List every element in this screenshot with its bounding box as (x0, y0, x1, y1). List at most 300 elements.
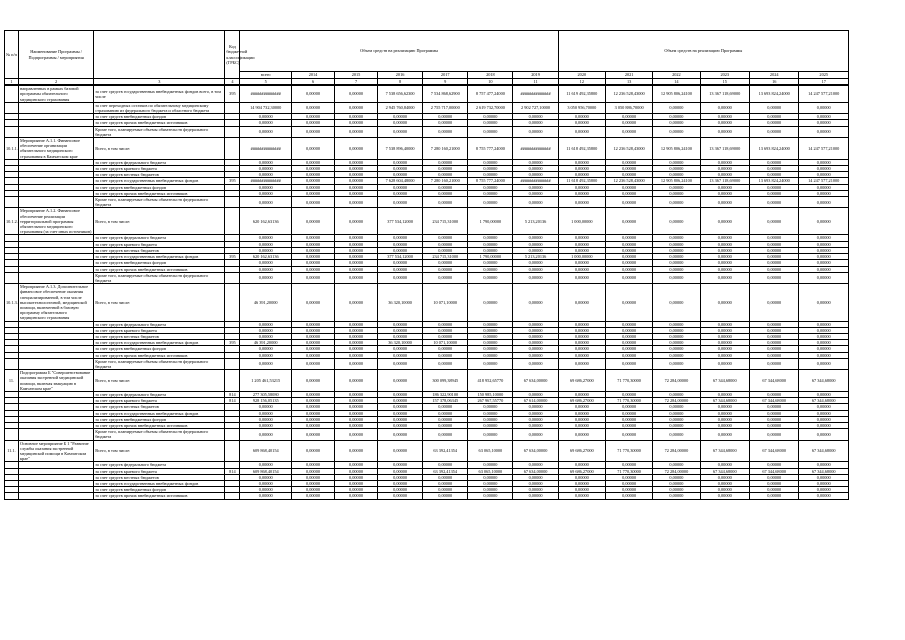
row-value-cell: 0,00000 (292, 86, 335, 103)
row-num-cell: 10.1.3. (5, 284, 19, 321)
row-value-cell: 0,00000 (378, 410, 423, 416)
row-value-cell: 0,00000 (799, 272, 849, 283)
row-value-cell: 0,00000 (513, 272, 558, 283)
row-value-cell: 1 000,00000 (558, 208, 605, 235)
row-value-cell: 67 634,00000 (513, 370, 558, 392)
row-value-cell: 620 162,63136 (240, 208, 292, 235)
row-value-cell: 377 534,12000 (378, 208, 423, 235)
row-value-cell: 67 634,00000 (513, 440, 558, 462)
row-value-cell: 0,00000 (292, 114, 335, 120)
row-value-cell: 0,00000 (605, 114, 652, 120)
row-value-cell: 0,00000 (335, 346, 378, 352)
row-value-cell: 0,00000 (513, 184, 558, 190)
row-value-cell: 0,00000 (335, 422, 378, 428)
row-value-cell: 0,00000 (605, 462, 652, 468)
row-value-cell: 0,00000 (653, 254, 700, 260)
row-value-cell: 609 868,40154 (240, 468, 292, 474)
row-value-cell: 0,00000 (423, 120, 468, 126)
row-value-cell: 0,00000 (335, 493, 378, 499)
row-value-cell: 0,00000 (750, 474, 799, 480)
row-value-cell: 0,00000 (513, 327, 558, 333)
row-value-cell: 0,00000 (700, 352, 749, 358)
row-value-cell: 0,00000 (605, 284, 652, 321)
row-value-cell: 0,00000 (653, 235, 700, 241)
row-value-cell: 0,00000 (335, 358, 378, 369)
row-value-cell: 0,00000 (335, 468, 378, 474)
row-value-cell: 7 280 160,21000 (423, 138, 468, 160)
row-value-cell: 0,00000 (335, 184, 378, 190)
row-value-cell: 0,00000 (700, 190, 749, 196)
row-value-cell: 0,00000 (799, 391, 849, 397)
row-value-cell: 0,00000 (558, 241, 605, 247)
row-value-cell: 0,00000 (750, 166, 799, 172)
row-value-cell: 67 344,68000 (700, 440, 749, 462)
row-value-cell: 0,00000 (468, 120, 513, 126)
row-value-cell: 0,00000 (423, 197, 468, 208)
row-value-cell: 0,00000 (292, 254, 335, 260)
row-value-cell: 0,00000 (750, 284, 799, 321)
row-value-cell: 0,00000 (750, 208, 799, 235)
row-value-cell: 0,00000 (513, 172, 558, 178)
row-value-cell: 0,00000 (513, 493, 558, 499)
row-kbk-cell (225, 126, 240, 137)
row-value-cell: 0,00000 (605, 172, 652, 178)
row-value-cell: 0,00000 (378, 333, 423, 339)
row-kbk-cell (225, 102, 240, 113)
row-value-cell: 0,00000 (558, 120, 605, 126)
row-value-cell: 0,00000 (750, 120, 799, 126)
row-value-cell: 0,00000 (423, 429, 468, 440)
row-value-cell: 63 065,10000 (468, 440, 513, 462)
row-value-cell: 0,00000 (558, 272, 605, 283)
row-value-cell: 71 770,30000 (605, 440, 652, 462)
row-value-cell: 0,00000 (335, 404, 378, 410)
row-value-cell: 0,00000 (799, 352, 849, 358)
row-value-cell: 0,00000 (558, 247, 605, 253)
row-value-cell: 0,00000 (799, 321, 849, 327)
table-row (5, 284, 849, 321)
row-value-cell: 0,00000 (605, 358, 652, 369)
row-value-cell: 0,00000 (558, 340, 605, 346)
row-value-cell: 7 280 160,21000 (423, 178, 468, 184)
row-value-cell: 150 985,10000 (468, 391, 513, 397)
header-group-2: Объем средств на реализацию Программы (558, 31, 848, 72)
row-value-cell: 0,00000 (750, 429, 799, 440)
row-value-cell: 0,00000 (653, 190, 700, 196)
header-index-cell: 12 (558, 79, 605, 85)
row-value-cell: 0,00000 (468, 487, 513, 493)
row-value-cell: 0,00000 (605, 410, 652, 416)
row-value-cell: 72 284,00000 (653, 398, 700, 404)
row-value-cell: 0,00000 (605, 340, 652, 346)
row-value-cell: 0,00000 (335, 114, 378, 120)
row-value-cell: 0,00000 (653, 487, 700, 493)
row-value-cell: 0,00000 (513, 266, 558, 272)
row-value-cell: 0,00000 (799, 266, 849, 272)
row-value-cell: 0,00000 (335, 159, 378, 165)
row-name-cell: Мероприятие А.1.2. Финансовое обеспечение реализации территориальной программы обязательного медицинского страхования (за счет иных источников) (18, 208, 93, 235)
row-value-cell: ############## (240, 178, 292, 184)
row-value-cell: 0,00000 (468, 190, 513, 196)
row-kbk-cell: 814 (225, 391, 240, 397)
row-source-cell: за счет средств федерального бюджета (94, 462, 225, 468)
header-index-cell: 2 (18, 79, 93, 85)
row-kbk-cell: 395 (225, 340, 240, 346)
row-value-cell: 0,00000 (240, 241, 292, 247)
row-value-cell: 0,00000 (292, 138, 335, 160)
row-value-cell: 0,00000 (240, 126, 292, 137)
row-value-cell: 0,00000 (799, 493, 849, 499)
row-value-cell: 0,00000 (378, 416, 423, 422)
row-kbk-cell (225, 284, 240, 321)
row-value-cell: 0,00000 (335, 429, 378, 440)
row-value-cell: 0,00000 (750, 352, 799, 358)
row-value-cell: 0,00000 (799, 184, 849, 190)
header-index-cell: 17 (799, 79, 849, 85)
row-value-cell: 186 322,90100 (423, 391, 468, 397)
row-value-cell: 0,00000 (423, 172, 468, 178)
row-value-cell: 0,00000 (653, 120, 700, 126)
header-year: 2020 (558, 72, 605, 79)
row-value-cell: 0,00000 (750, 247, 799, 253)
row-value-cell: 12 905 806,24100 (653, 178, 700, 184)
row-value-cell: 0,00000 (292, 197, 335, 208)
table-row (5, 370, 849, 392)
row-value-cell: 0,00000 (335, 487, 378, 493)
row-value-cell: 0,00000 (700, 358, 749, 369)
row-value-cell: 0,00000 (700, 241, 749, 247)
row-source-cell: Кроме того, планируемые объемы обязательств федерального бюджета (94, 358, 225, 369)
row-value-cell: 0,00000 (423, 422, 468, 428)
row-value-cell: 0,00000 (240, 352, 292, 358)
row-value-cell: 0,00000 (423, 416, 468, 422)
row-value-cell: 0,00000 (292, 272, 335, 283)
row-kbk-cell: 395 (225, 178, 240, 184)
row-value-cell: 0,00000 (558, 327, 605, 333)
row-value-cell: 0,00000 (468, 333, 513, 339)
row-value-cell: 0,00000 (700, 284, 749, 321)
row-value-cell: 0,00000 (468, 260, 513, 266)
row-value-cell: 0,00000 (653, 272, 700, 283)
row-value-cell: 0,00000 (700, 166, 749, 172)
row-value-cell: 0,00000 (423, 159, 468, 165)
row-value-cell: 0,00000 (335, 266, 378, 272)
header-index-cell: 8 (378, 79, 423, 85)
row-value-cell: 0,00000 (799, 481, 849, 487)
row-value-cell: 0,00000 (605, 474, 652, 480)
row-value-cell: 0,00000 (700, 120, 749, 126)
row-value-cell: 267 967,55770 (468, 398, 513, 404)
row-source-cell: за счет средств местных бюджетов (94, 172, 225, 178)
row-value-cell: ############## (513, 86, 558, 103)
row-value-cell: 0,00000 (378, 481, 423, 487)
row-value-cell: 0,00000 (468, 352, 513, 358)
row-value-cell: 0,00000 (653, 327, 700, 333)
row-value-cell: 0,00000 (513, 352, 558, 358)
row-value-cell: 0,00000 (750, 197, 799, 208)
row-value-cell: 0,00000 (240, 272, 292, 283)
row-value-cell: 0,00000 (335, 166, 378, 172)
row-value-cell: 0,00000 (605, 487, 652, 493)
row-source-cell: за счет средств внебюджетных фондов (94, 346, 225, 352)
row-value-cell: 0,00000 (423, 487, 468, 493)
row-value-cell: 0,00000 (513, 333, 558, 339)
row-value-cell: 0,00000 (799, 429, 849, 440)
row-value-cell: 157 378,06345 (423, 398, 468, 404)
row-value-cell: 0,00000 (240, 159, 292, 165)
header-index-cell: 16 (750, 79, 799, 85)
row-value-cell: 0,00000 (750, 410, 799, 416)
row-value-cell: 0,00000 (240, 321, 292, 327)
row-value-cell: 0,00000 (605, 481, 652, 487)
row-source-cell: за счет средств внебюджетных фондов (94, 487, 225, 493)
row-value-cell: 0,00000 (513, 474, 558, 480)
row-value-cell: 0,00000 (799, 404, 849, 410)
row-value-cell: 67 344,68000 (750, 440, 799, 462)
row-value-cell: 63 392,41354 (423, 468, 468, 474)
row-value-cell: 0,00000 (513, 260, 558, 266)
header-index-cell: 3 (94, 79, 225, 85)
row-value-cell: 0,00000 (292, 321, 335, 327)
row-value-cell: 0,00000 (292, 235, 335, 241)
row-value-cell: 0,00000 (513, 120, 558, 126)
row-value-cell: 0,00000 (750, 159, 799, 165)
row-value-cell: 0,00000 (335, 120, 378, 126)
row-value-cell: 0,00000 (292, 266, 335, 272)
row-value-cell: 0,00000 (653, 391, 700, 397)
table-row (5, 493, 849, 499)
row-value-cell: 0,00000 (292, 208, 335, 235)
row-source-cell: Кроме того, планируемые объемы обязательств федерального бюджета (94, 197, 225, 208)
row-value-cell: 0,00000 (558, 422, 605, 428)
row-value-cell: 1 790,00000 (468, 208, 513, 235)
row-value-cell: 300 099,38945 (423, 370, 468, 392)
row-value-cell: 0,00000 (653, 184, 700, 190)
row-value-cell: 0,00000 (335, 462, 378, 468)
row-value-cell: 0,00000 (799, 462, 849, 468)
row-value-cell: 0,00000 (700, 391, 749, 397)
row-value-cell: 0,00000 (335, 340, 378, 346)
row-value-cell: 0,00000 (423, 166, 468, 172)
row-value-cell: 0,00000 (292, 190, 335, 196)
row-value-cell: 0,00000 (605, 184, 652, 190)
row-value-cell: 0,00000 (700, 487, 749, 493)
row-value-cell: 0,00000 (423, 493, 468, 499)
row-value-cell: 0,00000 (750, 333, 799, 339)
row-value-cell: 0,00000 (513, 422, 558, 428)
row-source-cell: за счет средств местных бюджетов (94, 404, 225, 410)
row-value-cell: 0,00000 (423, 404, 468, 410)
row-value-cell: 0,00000 (378, 260, 423, 266)
header-index-cell: 1 (5, 79, 19, 85)
row-value-cell: 0,00000 (468, 159, 513, 165)
row-value-cell: 0,00000 (468, 284, 513, 321)
row-value-cell: 2 902 727,10000 (513, 102, 558, 113)
row-value-cell: 46 391,20000 (240, 340, 292, 346)
row-value-cell: 0,00000 (700, 272, 749, 283)
row-name-cell: Мероприятие А.1.1. Финансовое обеспечение организации обязательного медицинского страхования в Камчатском крае (18, 138, 93, 160)
row-value-cell: 0,00000 (378, 272, 423, 283)
row-name-cell (18, 429, 93, 440)
row-value-cell: 0,00000 (513, 462, 558, 468)
row-value-cell: 0,00000 (378, 197, 423, 208)
row-value-cell: 0,00000 (240, 493, 292, 499)
header-year: 2019 (513, 72, 558, 79)
row-value-cell: 5 213,20136 (513, 254, 558, 260)
row-value-cell: 0,00000 (558, 190, 605, 196)
row-value-cell: 72 284,00000 (653, 440, 700, 462)
row-value-cell: 0,00000 (750, 321, 799, 327)
row-value-cell: 0,00000 (700, 416, 749, 422)
row-value-cell: 0,00000 (700, 321, 749, 327)
header-year: 2025 (799, 72, 849, 79)
row-value-cell: 0,00000 (750, 272, 799, 283)
row-value-cell: 0,00000 (799, 422, 849, 428)
row-source-cell: за счет средств внебюджетных фондов (94, 260, 225, 266)
row-value-cell: 0,00000 (423, 333, 468, 339)
row-value-cell: 0,00000 (423, 327, 468, 333)
row-value-cell: 0,00000 (653, 197, 700, 208)
row-value-cell: 0,00000 (335, 284, 378, 321)
row-value-cell: 0,00000 (292, 468, 335, 474)
row-kbk-cell (225, 358, 240, 369)
row-value-cell: 0,00000 (378, 404, 423, 410)
row-value-cell: 0,00000 (513, 346, 558, 352)
row-value-cell: 0,00000 (700, 126, 749, 137)
row-value-cell: 0,00000 (700, 422, 749, 428)
row-value-cell: 0,00000 (292, 102, 335, 113)
row-value-cell: 0,00000 (335, 410, 378, 416)
row-kbk-cell: 814 (225, 398, 240, 404)
row-value-cell: 0,00000 (292, 120, 335, 126)
row-value-cell: 0,00000 (653, 358, 700, 369)
row-value-cell: 13 693 824,24000 (750, 138, 799, 160)
row-value-cell: 0,00000 (468, 184, 513, 190)
row-source-cell: за счет средств государственных внебюджетных фондов всего, в том числе (94, 86, 225, 103)
row-value-cell: 0,00000 (423, 321, 468, 327)
row-value-cell: 0,00000 (750, 260, 799, 266)
row-value-cell: 0,00000 (700, 346, 749, 352)
row-value-cell: 3 050 956,70000 (558, 102, 605, 113)
row-value-cell: 2 945 760,84000 (378, 102, 423, 113)
row-value-cell: 0,00000 (423, 190, 468, 196)
row-source-cell: за счет средств краевого бюджета (94, 468, 225, 474)
row-value-cell: 0,00000 (513, 166, 558, 172)
row-value-cell: 0,00000 (799, 410, 849, 416)
row-value-cell: 0,00000 (653, 321, 700, 327)
row-value-cell: 0,00000 (423, 266, 468, 272)
row-value-cell: 10 071,10000 (423, 340, 468, 346)
row-value-cell: 0,00000 (799, 333, 849, 339)
row-value-cell: 0,00000 (700, 235, 749, 241)
row-value-cell: 0,00000 (558, 346, 605, 352)
row-value-cell: 0,00000 (292, 398, 335, 404)
row-value-cell: 0,00000 (292, 370, 335, 392)
row-value-cell: 0,00000 (653, 429, 700, 440)
row-value-cell: 0,00000 (378, 241, 423, 247)
header-index-cell: 5 (240, 79, 292, 85)
row-value-cell: 0,00000 (799, 247, 849, 253)
row-value-cell: 0,00000 (558, 462, 605, 468)
row-source-cell: за счет средств государственных внебюджетных фондов (94, 340, 225, 346)
row-value-cell: 0,00000 (423, 247, 468, 253)
row-value-cell: 72 284,00000 (653, 370, 700, 392)
row-value-cell: 0,00000 (335, 398, 378, 404)
row-value-cell: 0,00000 (653, 333, 700, 339)
row-value-cell: 2 619 732,70000 (468, 102, 513, 113)
row-value-cell: 0,00000 (240, 358, 292, 369)
row-value-cell: 0,00000 (378, 327, 423, 333)
row-value-cell: 0,00000 (335, 138, 378, 160)
row-value-cell: 0,00000 (700, 114, 749, 120)
row-value-cell: 0,00000 (240, 235, 292, 241)
row-value-cell: 0,00000 (513, 159, 558, 165)
row-value-cell: 0,00000 (335, 260, 378, 266)
row-value-cell: 0,00000 (513, 114, 558, 120)
table-row (5, 358, 849, 369)
row-value-cell: 67 344,68000 (750, 468, 799, 474)
row-value-cell: 0,00000 (240, 327, 292, 333)
row-source-cell: за счет средств государственных внебюджетных фондов (94, 178, 225, 184)
row-value-cell: 7 534 868,62900 (423, 86, 468, 103)
row-value-cell: 0,00000 (240, 197, 292, 208)
row-value-cell: 0,00000 (558, 321, 605, 327)
row-value-cell: 0,00000 (605, 159, 652, 165)
row-value-cell: 0,00000 (799, 159, 849, 165)
row-value-cell: 0,00000 (335, 352, 378, 358)
row-value-cell: 0,00000 (653, 247, 700, 253)
table-row (5, 429, 849, 440)
row-value-cell: 0,00000 (558, 260, 605, 266)
row-value-cell: 0,00000 (653, 404, 700, 410)
header-index-cell: 9 (423, 79, 468, 85)
table-row (5, 102, 849, 113)
row-value-cell: 0,00000 (513, 487, 558, 493)
row-value-cell: 0,00000 (335, 190, 378, 196)
row-value-cell: 0,00000 (605, 352, 652, 358)
row-value-cell: 0,00000 (653, 102, 700, 113)
row-value-cell: ############## (240, 138, 292, 160)
row-value-cell: 71 770,30000 (605, 468, 652, 474)
row-value-cell: 0,00000 (240, 184, 292, 190)
row-value-cell: 0,00000 (378, 321, 423, 327)
row-value-cell: 0,00000 (700, 481, 749, 487)
row-num-cell: 11.1. (5, 440, 19, 462)
row-value-cell: 0,00000 (700, 159, 749, 165)
row-value-cell: 0,00000 (799, 284, 849, 321)
row-value-cell: 0,00000 (799, 190, 849, 196)
row-source-cell: Всего, в том числе: (94, 370, 225, 392)
row-value-cell: 0,00000 (750, 172, 799, 178)
row-value-cell: 0,00000 (378, 266, 423, 272)
row-value-cell: 0,00000 (240, 172, 292, 178)
row-value-cell: 0,00000 (799, 416, 849, 422)
row-value-cell: 8 757 477,24000 (468, 86, 513, 103)
row-value-cell: 0,00000 (653, 166, 700, 172)
row-value-cell: 0,00000 (750, 126, 799, 137)
row-value-cell: 0,00000 (750, 235, 799, 241)
header-source (94, 31, 225, 79)
row-num-cell (5, 102, 19, 113)
row-num-cell: 10.1.1. (5, 138, 19, 160)
row-value-cell: 67 344,68000 (700, 468, 749, 474)
row-value-cell: 0,00000 (378, 474, 423, 480)
row-value-cell: 0,00000 (605, 272, 652, 283)
row-value-cell: 0,00000 (799, 346, 849, 352)
row-source-cell: за счет средств государственных внебюджетных фондов (94, 481, 225, 487)
row-value-cell: 0,00000 (468, 197, 513, 208)
row-value-cell: 69 686,27000 (558, 440, 605, 462)
